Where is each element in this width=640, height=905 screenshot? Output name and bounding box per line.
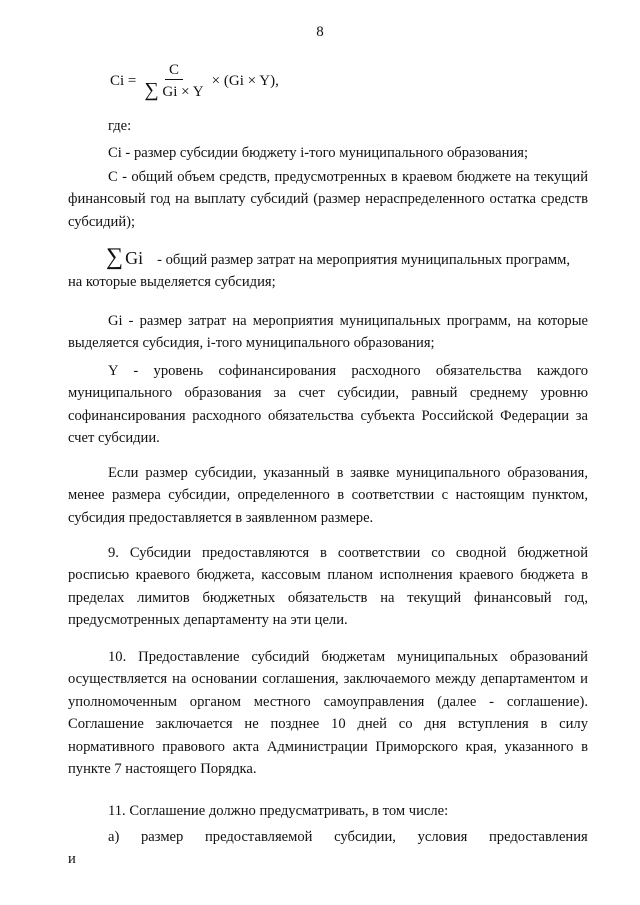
sigma-symbol: ∑ [144,79,159,101]
definition-sum-gi [68,246,588,294]
formula-fraction [140,62,207,100]
sum-gi-text-2: на которые выделяется субсидия; [68,274,276,291]
subsidy-formula [110,62,279,100]
formula-denominator: Gi × Y [162,84,204,100]
definition-c: С - общий объем средств, предусмотренных в краевом бюджете на текущий финансовый год на выплату субсидий (размер нераспределенного остатка средств субсидий); [68,169,588,230]
formula-numerator: C [165,62,183,80]
definition-y: Y - уровень софинансирования расходного обязательства каждого муниципального образования за счет субсидии, равный среднему уровню софинансирования расходного обязательства субъекта Российской Федерации за счет субсидии. [68,363,588,447]
sum-gi-line [68,246,588,271]
definition-gi: Gi - размер затрат на мероприятия муниципальных программ, на которые выделяется субсидия, i-того муниципального образования; [68,313,588,352]
paragraph-11: 11. Соглашение должно предусматривать, в том числе: [108,803,449,819]
paragraph-10: 10. Предоставление субсидий бюджетам муниципальных образований осуществляется на основании соглашения, заключаемого между департаментом и уполномоченным органом местного самоуправления (далее - соглашение). Соглашение заключается не позднее 10 дней со дня вступления в силу нормативного правового акта Администрации Приморского края, указанного в пункте 7 настоящего Порядка. [68,649,588,778]
sum-gi-text-1: - общий размер затрат на мероприятия муниципальных программ, [157,252,571,268]
formula-rhs: × (Gi × Y), [211,72,279,89]
paragraph-size: Если размер субсидии, указанный в заявке муниципального образования, менее размера субсидии, определенного в соответствии с настоящим пунктом, субсидия предоставляется в заявленном размере. [68,465,588,526]
formula-lhs: Ci = [110,72,137,89]
sum-gi-label: Gi [125,248,144,268]
page-number: 8 [316,24,324,40]
where-label: где: [108,118,132,134]
definition-ci: Ci - размер субсидии бюджету i-того муниципального образования; [108,145,529,161]
paragraph-9: 9. Субсидии предоставляются в соответствии со сводной бюджетной росписью краевого бюджета, кассовым планом исполнения краевого бюджета в пределах лимитов бюджетных обязательств на текущий финансовый год, предусмотренных департаменту на эти цели. [68,545,588,629]
sigma-symbol: ∑ [106,244,124,270]
paragraph-11a: а) размер предоставляемой субсидии, условия предоставления и [68,829,588,868]
formula-denominator-wrap [140,80,207,100]
